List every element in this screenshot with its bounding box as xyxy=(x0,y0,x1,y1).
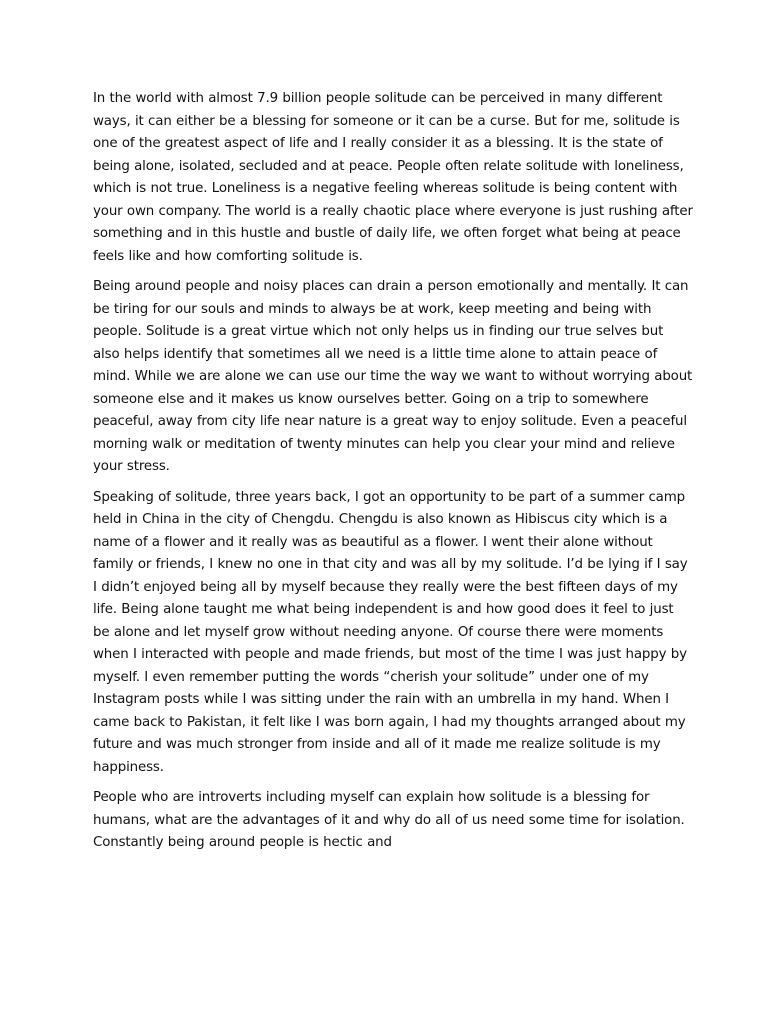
document-body xyxy=(93,88,693,863)
paragraph-4: People who are introverts including myself can explain how solitude is a blessing for humans, what are the advantages of it and why do all of us need some time for isolation. Constantly being around people is hectic and xyxy=(93,790,685,850)
paragraph-1: In the world with almost 7.9 billion people solitude can be perceived in many different ways, it can either be a blessing for someone or it can be a curse. But for me, solitude is one of the greatest aspect of life and I really consider it as a blessing. It is the state of being alone, isolated, secluded and at peace. People often relate solitude with loneliness, which is not true. Loneliness is a negative feeling whereas solitude is being content with your own company. The world is a really chaotic place where everyone is just rushing after something and in this hustle and bustle of daily life, we often forget what being at peace feels like and how comforting solitude is. xyxy=(93,91,693,264)
paragraph-2: Being around people and noisy places can drain a person emotionally and mentally. It can be tiring for our souls and minds to always be at work, keep meeting and being with people. Solitude is a great virtue which not only helps us in finding our true selves but also helps identify that sometimes all we need is a little time alone to attain peace of mind. While we are alone we can use our time the way we want to without worrying about someone else and it makes us know ourselves better. Going on a trip to somewhere peaceful, away from city life near nature is a great way to enjoy solitude. Even a peaceful morning walk or meditation of twenty minutes can help you clear your mind and relieve your stress. xyxy=(93,279,693,474)
paragraph-3: Speaking of solitude, three years back, I got an opportunity to be part of a summer camp held in China in the city of Chengdu. Chengdu is also known as Hibiscus city which is a name of a flower and it really was as beautiful as a flower. I went their alone without family or friends, I knew no one in that city and was all by my solitude. I’d be lying if I say I didn’t enjoyed being all by myself because they really were the best fifteen days of my life. Being alone taught me what being independent is and how good does it feel to just be alone and let myself grow without needing anyone. Of course there were moments when I interacted with people and made friends, but most of the time I was just happy by myself. I even remember putting the words “cherish your solitude” under one of my Instagram posts while I was sitting under the rain with an umbrella in my hand. When I came back to Pakistan, it felt like I was born again, I had my thoughts arranged about my future and was much stronger from inside and all of it made me realize solitude is my happiness. xyxy=(93,489,688,775)
